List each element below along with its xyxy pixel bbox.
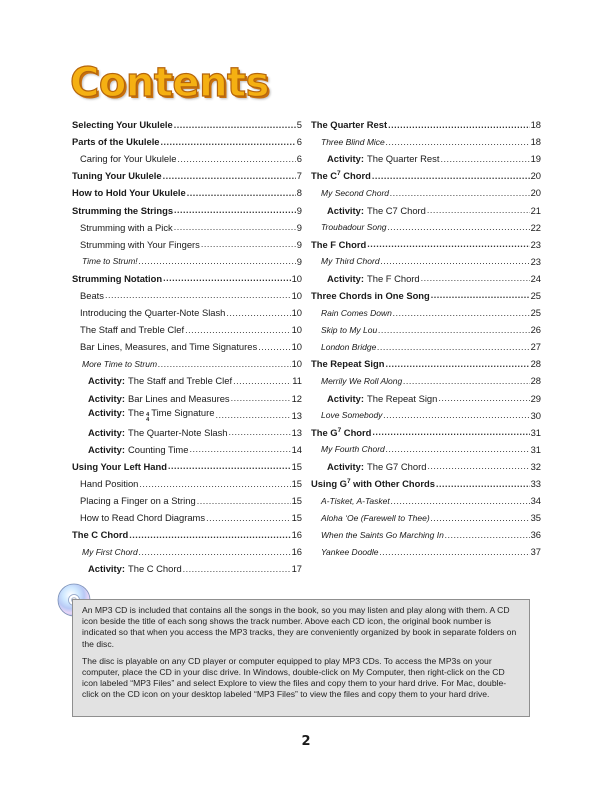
leader-dots	[139, 256, 296, 266]
time-signature-bottom: 4	[146, 417, 150, 424]
toc-entry[interactable]	[72, 321, 302, 338]
toc-page-number: 13	[291, 426, 302, 438]
toc-entry[interactable]	[72, 304, 302, 321]
activity-title: The G7 Chord	[367, 460, 427, 472]
toc-page-number: 10	[291, 272, 302, 284]
toc-page-number: 26	[530, 324, 541, 336]
toc-entry[interactable]	[311, 543, 541, 560]
toc-entry-title: My Fourth Chord	[321, 444, 385, 455]
toc-entry-title	[311, 427, 371, 438]
toc-entry-title	[327, 393, 437, 404]
toc-entry[interactable]	[72, 458, 302, 475]
toc-page-number: 23	[530, 255, 541, 267]
toc-entry[interactable]	[311, 167, 541, 184]
toc-entry[interactable]	[311, 390, 541, 407]
toc-page-number: 9	[296, 238, 302, 250]
toc-page-number: 10	[291, 341, 302, 353]
toc-page-number: 18	[530, 136, 541, 148]
activity-title: The Repeat Sign	[367, 392, 438, 404]
toc-page-number: 36	[530, 529, 541, 541]
toc-entry[interactable]	[72, 116, 302, 133]
toc-entry-title: Three Chords in One Song	[311, 289, 430, 301]
toc-page-number: 34	[530, 495, 541, 507]
toc-entry[interactable]	[311, 201, 541, 218]
toc-page-number: 15	[291, 460, 302, 472]
leader-dots	[427, 205, 530, 215]
toc-entry[interactable]	[72, 560, 302, 577]
time-signature-top: 4	[146, 412, 150, 419]
chord-superscript: 7	[337, 170, 341, 178]
toc-entry-title	[88, 407, 214, 423]
chord-superscript: 7	[337, 426, 342, 434]
toc-page-number: 9	[296, 204, 302, 216]
toc-page-number: 16	[291, 546, 302, 558]
toc-page-number: 18	[530, 119, 541, 131]
toc-entry[interactable]	[311, 304, 541, 321]
toc-page-number: 7	[296, 170, 302, 182]
toc-entry-title: Beats	[80, 289, 104, 301]
leader-dots	[174, 222, 296, 232]
leader-dots	[427, 461, 529, 471]
toc-page-number: 29	[530, 392, 541, 404]
toc-page-number: 14	[291, 443, 302, 455]
chord-superscript: 7	[346, 478, 351, 486]
toc-entry-title: The Repeat Sign	[311, 358, 385, 370]
toc-entry-title: Introducing the Quarter-Note Slash	[80, 307, 226, 319]
activity-title: The C7 Chord	[367, 204, 426, 216]
activity-label: Activity:	[327, 460, 364, 472]
info-paragraph: The disc is playable on any CD player or computer equipped to play MP3 CDs. To access the MP3s on your computer, place the CD in your disc drive. In Windows, double-click on My Computer, then right-click on the CD icon labeled “MP3 Files” and select Explore to view the files and copy them to your hard drive. For Mac, double-click on the CD icon on your desktop labeled “MP3 Files” to view the files and copy them to your hard drive.	[82, 655, 507, 700]
leader-dots	[421, 273, 530, 283]
leader-dots	[139, 479, 290, 489]
toc-page-number: 10	[291, 307, 302, 319]
leader-dots	[380, 547, 530, 557]
leader-dots	[438, 393, 529, 403]
toc-entry-title: Strumming with a Pick	[80, 221, 173, 233]
toc-page-number: 20	[530, 187, 541, 199]
leader-dots	[206, 513, 291, 523]
toc-entry[interactable]	[72, 219, 302, 236]
leader-dots	[139, 547, 291, 557]
toc-entry[interactable]	[72, 390, 302, 407]
toc-entry-title: A-Tisket, A-Tasket	[321, 495, 390, 506]
toc-entry-title: How to Hold Your Ukulele	[72, 187, 186, 199]
toc-entry-title: Placing a Finger on a String	[80, 495, 196, 507]
toc-entry-title: Strumming with Your Fingers	[80, 238, 200, 250]
leader-dots	[197, 496, 291, 506]
toc-entry-title: Skip to My Lou	[321, 324, 378, 335]
toc-entry-title: Aloha ‘Oe (Farewell to Thee)	[321, 512, 430, 523]
toc-page-number: 8	[296, 187, 302, 199]
leader-dots	[189, 444, 290, 454]
activity-title: The	[128, 407, 145, 419]
toc-entry[interactable]	[311, 338, 541, 355]
toc-title-text: Chord	[340, 170, 371, 182]
toc-entry[interactable]	[72, 270, 302, 287]
toc-title-text: Chord	[341, 426, 372, 438]
toc-entry-title: Tuning Your Ukulele	[72, 170, 162, 182]
toc-page-number: 6	[296, 153, 302, 165]
toc-page-number: 13	[291, 409, 302, 421]
toc-entry-title: Strumming Notation	[72, 272, 163, 284]
activity-title: The F Chord	[367, 272, 420, 284]
toc-page-number: 31	[530, 426, 541, 438]
activity-label: Activity:	[327, 272, 364, 284]
toc-entry[interactable]	[311, 509, 541, 526]
toc-entry[interactable]	[311, 321, 541, 338]
toc-entry-title: The F Chord	[311, 238, 367, 250]
leader-dots	[129, 530, 290, 540]
toc-entry[interactable]	[311, 492, 541, 509]
leader-dots	[381, 256, 530, 266]
toc-page-number: 27	[530, 341, 541, 353]
leader-dots	[233, 376, 291, 386]
activity-label: Activity:	[327, 204, 364, 216]
leader-dots	[445, 530, 530, 540]
toc-entry-title	[327, 273, 420, 284]
toc-page-number: 15	[291, 478, 302, 490]
toc-entry[interactable]	[72, 526, 302, 543]
toc-page-number: 30	[530, 409, 541, 421]
activity-title: Time Signature	[151, 407, 215, 419]
activity-label: Activity:	[88, 443, 125, 455]
toc-entry-title: Using Your Left Hand	[72, 460, 167, 472]
toc-entry-title: Rain Comes Down	[321, 307, 392, 318]
leader-dots	[378, 325, 529, 335]
page-number: 2	[301, 734, 311, 749]
activity-title: Bar Lines and Measures	[128, 392, 230, 404]
time-signature-icon	[146, 413, 149, 423]
leader-dots	[229, 427, 291, 437]
toc-entry-title	[88, 375, 232, 386]
toc-entry-title	[311, 170, 371, 181]
leader-dots	[390, 188, 530, 198]
leader-dots	[201, 239, 296, 249]
toc-entry-title: Bar Lines, Measures, and Time Signatures	[80, 341, 258, 353]
toc-entry-title: London Bridge	[321, 341, 377, 352]
toc-entry[interactable]	[72, 441, 302, 458]
activity-label: Activity:	[88, 375, 125, 387]
toc-entry[interactable]	[311, 355, 541, 372]
toc-page-number: 24	[530, 272, 541, 284]
toc-page-number: 22	[530, 221, 541, 233]
leader-dots	[372, 427, 529, 437]
toc-title-text: Using G	[311, 478, 347, 490]
leader-dots	[163, 171, 296, 181]
leader-dots	[231, 393, 291, 403]
toc-entry[interactable]	[72, 492, 302, 509]
toc-page-number: 15	[291, 512, 302, 524]
toc-entry[interactable]	[72, 543, 302, 560]
toc-entry[interactable]	[311, 270, 541, 287]
toc-entry[interactable]	[311, 253, 541, 270]
toc-entry[interactable]	[72, 509, 302, 526]
toc-page-number: 15	[291, 495, 302, 507]
toc-entry[interactable]	[311, 424, 541, 441]
toc-page-number: 9	[296, 221, 302, 233]
toc-entry[interactable]	[72, 407, 302, 424]
toc-entry-title: My Second Chord	[321, 187, 390, 198]
toc-entry[interactable]	[311, 407, 541, 424]
toc-title-text: The C	[311, 170, 338, 182]
toc-page-number: 5	[296, 119, 302, 131]
leader-dots	[183, 564, 291, 574]
toc-page-number: 16	[291, 529, 302, 541]
leader-dots	[258, 342, 290, 352]
toc-entry-title: My Third Chord	[321, 256, 380, 267]
leader-dots	[105, 290, 291, 300]
toc-page-number: 23	[530, 238, 541, 250]
toc-page-number: 28	[530, 375, 541, 387]
leader-dots	[226, 308, 290, 318]
leader-dots	[185, 325, 291, 335]
toc-entry-title: More Time to Strum	[82, 358, 158, 369]
leader-dots	[367, 239, 529, 249]
activity-label: Activity:	[88, 407, 125, 419]
toc-entry-title: Strumming the Strings	[72, 204, 174, 216]
activity-title: The Staff and Treble Clef	[128, 375, 233, 387]
leader-dots	[391, 496, 530, 506]
activity-title: The C Chord	[128, 563, 182, 575]
toc-page-number: 33	[530, 478, 541, 490]
toc-page-number: 12	[291, 392, 302, 404]
activity-label: Activity:	[88, 563, 125, 575]
toc-entry[interactable]	[311, 458, 541, 475]
leader-dots	[386, 444, 530, 454]
leader-dots	[177, 154, 295, 164]
toc-entry-title: Troubadour Song	[321, 222, 387, 233]
activity-title: The Quarter Rest	[367, 153, 440, 165]
toc-page-number: 10	[291, 289, 302, 301]
toc-entry-title: My First Chord	[82, 546, 138, 557]
toc-entry[interactable]	[311, 372, 541, 389]
toc-page-number: 17	[291, 563, 302, 575]
toc-page-number: 25	[530, 307, 541, 319]
toc-entry-title	[327, 153, 439, 164]
activity-label: Activity:	[327, 392, 364, 404]
info-paragraph: An MP3 CD is included that contains all the songs in the book, so you may listen and play along with them. A CD icon beside the title of each song shows the track number. Above each CD icon, the original book number is indicated so that when you access the MP3 tracks, they are conveniently organized by book in separate folders on the disc.	[82, 605, 517, 649]
toc-page-number: 37	[530, 546, 541, 558]
leader-dots	[431, 513, 530, 523]
toc-entry[interactable]	[311, 526, 541, 543]
toc-entry-title	[88, 444, 188, 455]
toc-entry-title: Parts of the Ukulele	[72, 136, 160, 148]
toc-title-text: with Other Chords	[350, 478, 435, 490]
toc-entry-title: Yankee Doodle	[321, 546, 379, 557]
toc-entry[interactable]	[72, 236, 302, 253]
toc-entry-title: Merrily We Roll Along	[321, 375, 403, 386]
activity-label: Activity:	[88, 426, 125, 438]
toc-page-number: 25	[530, 289, 541, 301]
leader-dots	[174, 120, 296, 130]
toc-entry[interactable]	[72, 355, 302, 372]
toc-entry[interactable]	[311, 236, 541, 253]
toc-entry[interactable]	[72, 184, 302, 201]
toc-page-number: 11	[292, 375, 302, 387]
leader-dots	[163, 273, 290, 283]
toc-entry-title: The Staff and Treble Clef	[80, 324, 185, 336]
leader-dots	[372, 171, 530, 181]
activity-title: The Quarter-Note Slash	[128, 426, 228, 438]
toc-entry-title: Caring for Your Ukulele	[80, 153, 177, 165]
toc-entry[interactable]	[311, 441, 541, 458]
toc-entry-title: Hand Position	[80, 478, 139, 490]
leader-dots	[393, 308, 530, 318]
toc-page-number: 28	[530, 358, 541, 370]
toc-page-number: 31	[530, 443, 541, 455]
toc-entry[interactable]	[311, 475, 541, 492]
toc-entry[interactable]	[72, 475, 302, 492]
leader-dots	[168, 461, 291, 471]
toc-page-number: 19	[530, 153, 541, 165]
toc-page-number: 35	[530, 512, 541, 524]
toc-page-number: 10	[291, 324, 302, 336]
toc-page-number: 9	[296, 255, 302, 267]
page-title: Contents	[70, 60, 269, 106]
toc-entry[interactable]	[72, 201, 302, 218]
toc-entry-title	[88, 563, 182, 574]
leader-dots	[158, 359, 291, 369]
leader-dots	[383, 410, 529, 420]
toc-left-column	[72, 116, 302, 578]
toc-entry[interactable]	[72, 287, 302, 304]
leader-dots	[403, 376, 529, 386]
toc-entry-title: How to Read Chord Diagrams	[80, 512, 206, 524]
toc-entry-title	[327, 461, 426, 472]
toc-entry-title: The Quarter Rest	[311, 119, 388, 131]
toc-page-number: 32	[530, 460, 541, 472]
toc-entry[interactable]	[311, 184, 541, 201]
leader-dots	[388, 222, 530, 232]
toc-entry[interactable]	[311, 219, 541, 236]
toc-page-number: 10	[291, 358, 302, 370]
toc-entry[interactable]	[72, 167, 302, 184]
toc-entry[interactable]	[311, 116, 541, 133]
toc-page-number: 21	[530, 204, 541, 216]
leader-dots	[388, 120, 530, 130]
leader-dots	[436, 479, 530, 489]
toc-entry-title: Time to Strum!	[82, 256, 138, 267]
toc-entry-title: When the Saints Go Marching In	[321, 529, 444, 540]
leader-dots	[174, 205, 296, 215]
toc-entry-title: Selecting Your Ukulele	[72, 119, 173, 131]
toc-entry-title	[327, 205, 426, 216]
toc-entry-title	[88, 393, 230, 404]
toc-entry-title: Love Somebody	[321, 410, 383, 421]
leader-dots	[215, 410, 290, 420]
activity-label: Activity:	[88, 392, 125, 404]
leader-dots	[440, 154, 529, 164]
toc-entry[interactable]	[72, 338, 302, 355]
toc-entry[interactable]	[72, 424, 302, 441]
toc-entry[interactable]	[72, 253, 302, 270]
leader-dots	[431, 290, 530, 300]
leader-dots	[385, 359, 529, 369]
toc-right-column	[311, 116, 541, 560]
toc-page-number: 20	[530, 170, 541, 182]
leader-dots	[386, 137, 530, 147]
toc-entry-title: The C Chord	[72, 529, 129, 541]
toc-title-text: The G	[311, 426, 338, 438]
toc-entry[interactable]	[311, 287, 541, 304]
activity-title: Counting Time	[128, 443, 189, 455]
toc-entry-title	[311, 478, 435, 489]
toc-entry-title: Three Blind Mice	[321, 136, 385, 147]
toc-entry[interactable]	[311, 133, 541, 150]
leader-dots	[161, 137, 296, 147]
mp3-info-box	[72, 599, 530, 717]
leader-dots	[187, 188, 296, 198]
toc-entry[interactable]	[311, 150, 541, 167]
leader-dots	[377, 342, 529, 352]
toc-page-number: 6	[296, 136, 302, 148]
toc-entry[interactable]	[72, 150, 302, 167]
activity-label: Activity:	[327, 153, 364, 165]
toc-entry[interactable]	[72, 133, 302, 150]
toc-entry[interactable]	[72, 372, 302, 389]
toc-entry-title	[88, 427, 228, 438]
